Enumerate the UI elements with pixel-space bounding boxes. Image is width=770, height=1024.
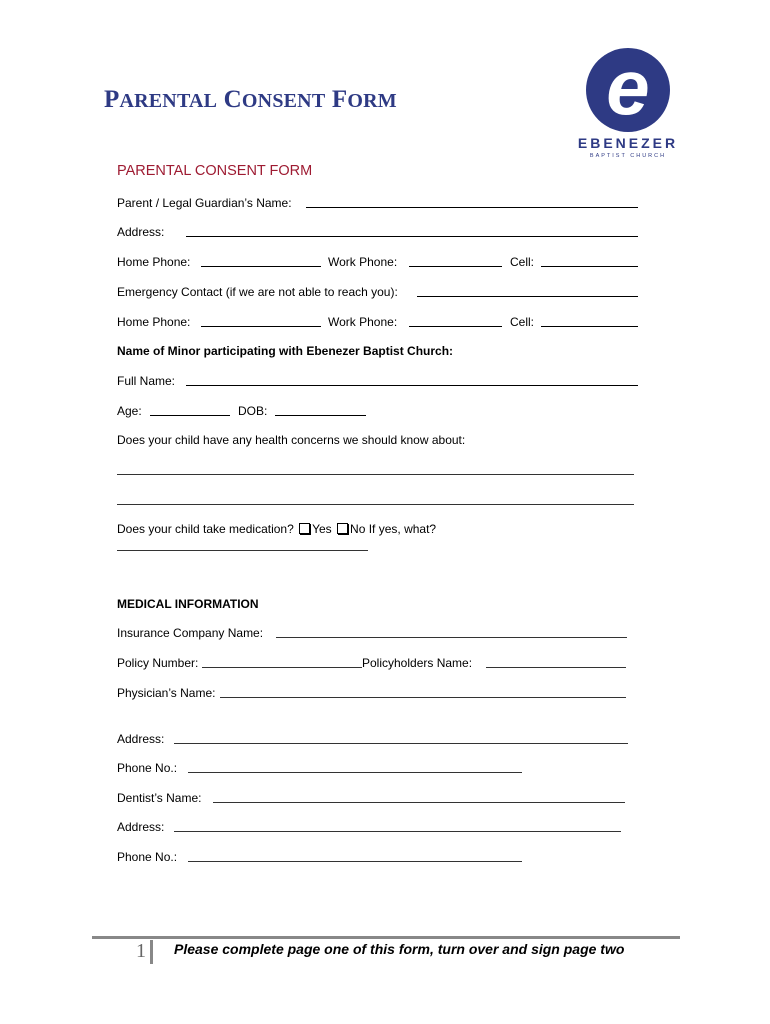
- title-part: P: [104, 86, 120, 113]
- physician-phone-label: Phone No.:: [117, 761, 178, 775]
- page-number: 1: [136, 940, 146, 962]
- page-title: [104, 86, 397, 114]
- dentist-label: Dentist’s Name:: [117, 791, 202, 805]
- work-phone-label: Work Phone:: [328, 255, 398, 269]
- work-phone-field[interactable]: [409, 326, 502, 327]
- health-answer-line[interactable]: [117, 474, 634, 475]
- emergency-contact-label: Emergency Contact (if we are not able to reach you):: [117, 285, 398, 299]
- logo-letter: e: [606, 44, 650, 131]
- full-name-label: Full Name:: [117, 374, 176, 388]
- full-name-field[interactable]: [186, 385, 638, 386]
- title-part: ONSENT: [241, 90, 326, 112]
- policy-number-label: Policy Number:: [117, 656, 199, 670]
- work-phone-field[interactable]: [409, 266, 502, 267]
- physician-label: Physician’s Name:: [117, 686, 216, 700]
- no-label: No: [350, 522, 366, 536]
- minor-section-heading: Name of Minor participating with Ebenezer Baptist Church:: [117, 344, 454, 358]
- dentist-field[interactable]: [213, 802, 625, 803]
- home-phone-field[interactable]: [201, 326, 321, 327]
- age-field[interactable]: [150, 415, 230, 416]
- title-part: ARENTAL: [119, 90, 218, 112]
- age-label: Age:: [117, 404, 142, 418]
- health-answer-line[interactable]: [117, 504, 634, 505]
- physician-address-label: Address:: [117, 732, 165, 746]
- policyholder-label: Policyholders Name:: [362, 656, 473, 670]
- dentist-address-label: Address:: [117, 820, 165, 834]
- footer-instruction: Please complete page one of this form, turn over and sign page two: [174, 941, 625, 957]
- policy-number-field[interactable]: [202, 667, 362, 668]
- yes-label: Yes: [312, 522, 332, 536]
- title-part: F: [331, 86, 348, 113]
- cell-field[interactable]: [541, 266, 638, 267]
- address-label: Address:: [117, 225, 165, 239]
- address-field[interactable]: [186, 236, 638, 237]
- home-phone-field[interactable]: [201, 266, 321, 267]
- health-question: Does your child have any health concerns we should know about:: [117, 433, 466, 447]
- dentist-address-field[interactable]: [174, 831, 621, 832]
- work-phone-label: Work Phone:: [328, 315, 398, 329]
- no-checkbox[interactable]: [337, 523, 348, 534]
- physician-field[interactable]: [220, 697, 626, 698]
- yes-checkbox[interactable]: [299, 523, 310, 534]
- cell-label: Cell:: [510, 255, 535, 269]
- physician-address-field[interactable]: [174, 743, 628, 744]
- if-yes-label: If yes, what?: [368, 522, 437, 536]
- home-phone-label: Home Phone:: [117, 315, 191, 329]
- church-logo: [568, 44, 688, 162]
- dentist-phone-label: Phone No.:: [117, 850, 178, 864]
- footer-rule: [92, 936, 680, 939]
- logo-subtitle: BAPTIST CHURCH: [589, 153, 667, 159]
- guardian-name-label: Parent / Legal Guardian’s Name:: [117, 196, 292, 210]
- guardian-name-field[interactable]: [306, 207, 638, 208]
- medical-section-heading: MEDICAL INFORMATION: [117, 597, 259, 611]
- home-phone-label: Home Phone:: [117, 255, 191, 269]
- title-part: ORM: [347, 90, 397, 112]
- dob-label: DOB:: [238, 404, 268, 418]
- dob-field[interactable]: [275, 415, 366, 416]
- medication-question: Does your child take medication?: [117, 522, 294, 536]
- cell-field[interactable]: [541, 326, 638, 327]
- physician-phone-field[interactable]: [188, 772, 522, 773]
- cell-label: Cell:: [510, 315, 535, 329]
- form-subtitle: PARENTAL CONSENT FORM: [117, 163, 313, 179]
- dentist-phone-field[interactable]: [188, 861, 522, 862]
- medication-question-row: [117, 522, 436, 536]
- footer-divider: [150, 940, 153, 964]
- emergency-contact-field[interactable]: [417, 296, 638, 297]
- insurance-field[interactable]: [276, 637, 627, 638]
- policyholder-field[interactable]: [486, 667, 626, 668]
- logo-name: EBENEZER: [577, 135, 679, 151]
- medication-answer-line[interactable]: [117, 550, 368, 551]
- title-part: C: [223, 86, 242, 113]
- insurance-label: Insurance Company Name:: [117, 626, 264, 640]
